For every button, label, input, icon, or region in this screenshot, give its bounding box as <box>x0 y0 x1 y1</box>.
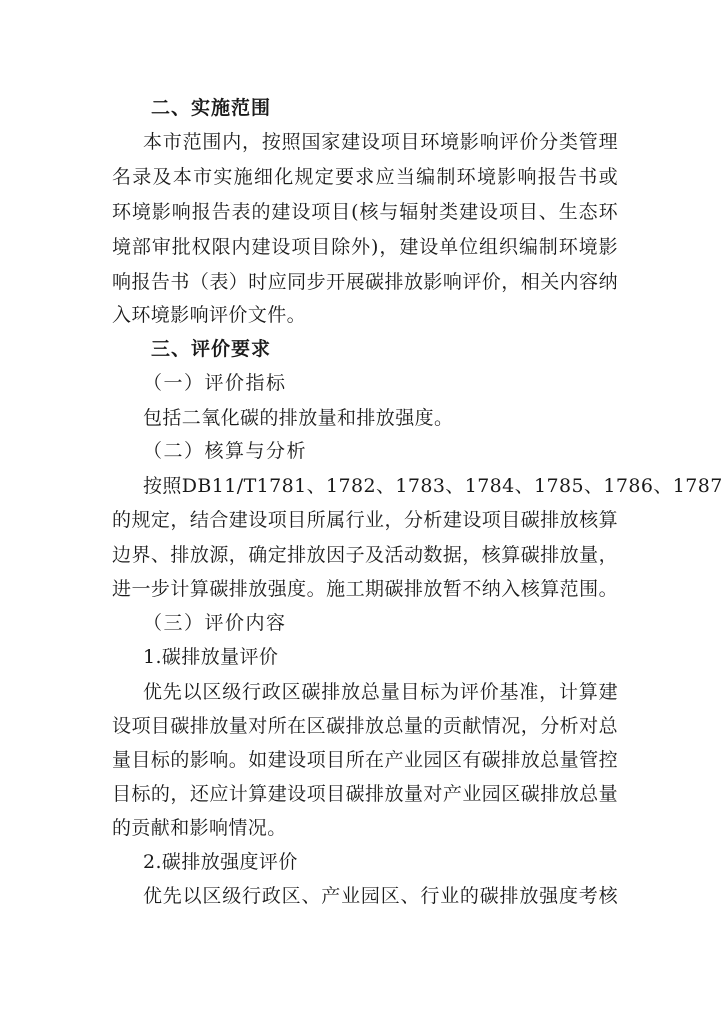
paragraph-line: 优先以区级行政区、产业园区、行业的碳排放强度考核 <box>143 885 618 907</box>
subsection-heading-indicators: （一）评价指标 <box>143 372 287 394</box>
paragraph-line: 的规定，结合建设项目所属行业，分析建设项目碳排放核算 <box>112 509 618 531</box>
paragraph-line: 优先以区级行政区碳排放总量目标为评价基准，计算建 <box>143 681 618 703</box>
paragraph-line: 的贡献和影响情况。 <box>112 817 287 839</box>
paragraph-line: 入环境影响评价文件。 <box>112 304 307 326</box>
paragraph-line: 本市范围内，按照国家建设项目环境影响评价分类管理 <box>143 131 618 153</box>
paragraph-line: 目标的，还应计算建设项目碳排放量对产业园区碳排放总量 <box>112 783 618 805</box>
paragraph-line: 响报告书（表）时应同步开展碳排放影响评价，相关内容纳 <box>112 271 618 293</box>
subsection-heading-content: （三）评价内容 <box>143 612 287 634</box>
paragraph-line: 设项目碳排放量对所在区碳排放总量的贡献情况，分析对总 <box>112 715 618 737</box>
item-heading-emission-intensity: 2.碳排放强度评价 <box>143 851 298 873</box>
section-heading-scope: 二、实施范围 <box>151 97 272 119</box>
section-heading-requirements: 三、评价要求 <box>151 338 272 360</box>
paragraph-line: 按照DB11/T1781、1782、1783、1784、1785、1786、1787 <box>143 475 723 497</box>
item-heading-emission-amount: 1.碳排放量评价 <box>143 646 279 668</box>
paragraph-line: 境部审批权限内建设项目除外)，建设单位组织编制环境影 <box>112 236 618 258</box>
paragraph-line: 边界、排放源，确定排放因子及活动数据，核算碳排放量， <box>112 544 618 566</box>
paragraph-line: 量目标的影响。如建设项目所在产业园区有碳排放总量管控 <box>112 749 618 771</box>
subsection-heading-accounting: （二）核算与分析 <box>143 440 308 462</box>
paragraph-line: 进一步计算碳排放强度。施工期碳排放暂不纳入核算范围。 <box>112 578 618 600</box>
paragraph-line: 名录及本市实施细化规定要求应当编制环境影响报告书或 <box>112 166 618 188</box>
paragraph-line: 环境影响报告表的建设项目(核与辐射类建设项目、生态环 <box>112 201 618 223</box>
paragraph-line: 包括二氧化碳的排放量和排放强度。 <box>143 407 454 429</box>
